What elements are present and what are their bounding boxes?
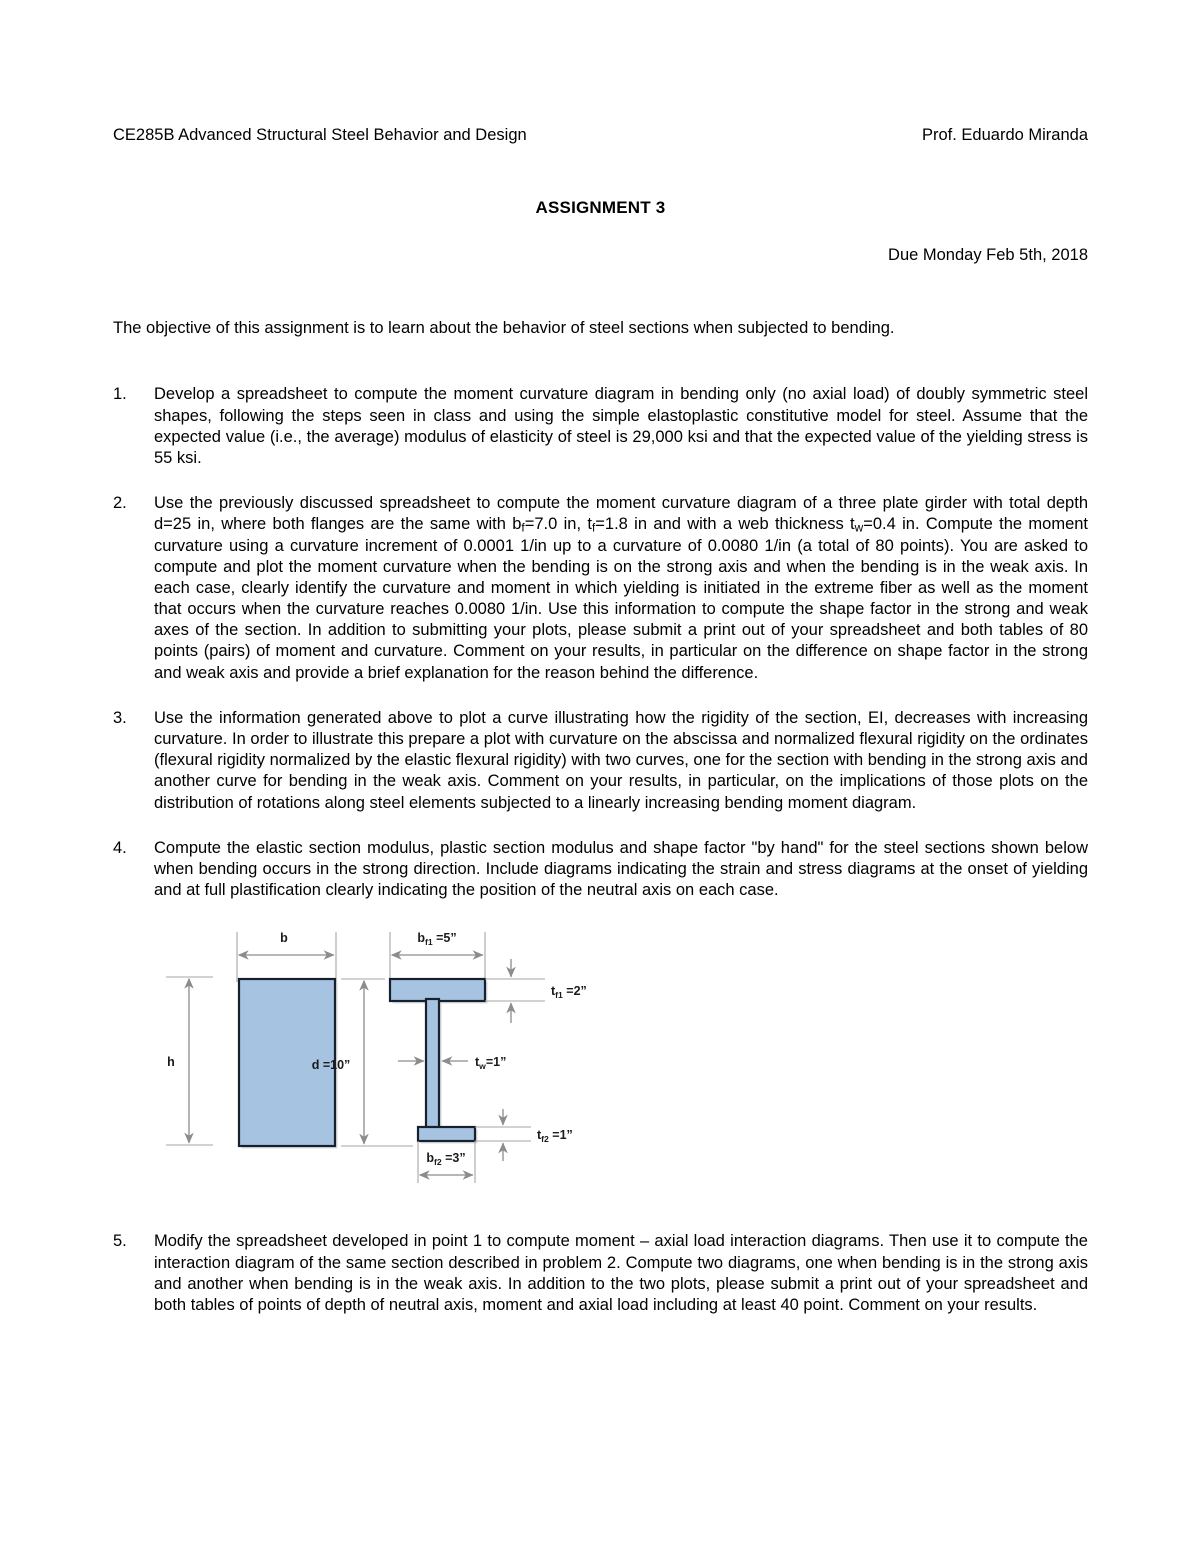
task-number-5: 5. — [113, 1232, 127, 1251]
task-item-4 — [113, 838, 1088, 902]
ibeam-top-flange — [390, 979, 485, 1001]
task-item-2 — [113, 493, 1088, 684]
task-item-5 — [113, 1231, 1088, 1316]
intro-paragraph: The objective of this assignment is to learn about the behavior of steel sections when subjected to bending. — [113, 318, 895, 337]
task-number-3: 3. — [113, 708, 127, 727]
task-list-continued — [113, 1231, 1088, 1316]
task-text-1: Develop a spreadsheet to compute the moment curvature diagram in bending only (no axial load) of doubly symmetric steel shapes, following the steps seen in class and using the simple elastoplastic constitutive model for steel. Assume that the expected value (i.e., the average) modulus of elasticity of steel is 29,000 ksi and that the expected value of the yielding stress is 55 ksi. — [154, 385, 1088, 467]
ibeam-web — [426, 999, 439, 1129]
rect-width-label: b — [280, 931, 288, 946]
document-header — [113, 126, 1088, 146]
ibeam-bottom-flange-thickness-label: $t_{f2} =1$” — [537, 1128, 573, 1145]
document-content — [113, 0, 1088, 1336]
task2-part-c: =1.8 in and with a web thickness t — [595, 515, 855, 534]
ibeam-web-thickness-label: $t_w=1$” — [475, 1055, 507, 1072]
ibeam-top-flange-thickness-label: $t_{f1} =2$” — [551, 984, 587, 1001]
task-item-1 — [113, 384, 1088, 469]
task2-sub-tf: f — [591, 520, 596, 535]
task-number-2: 2. — [113, 494, 127, 513]
ibeam-bottom-flange — [418, 1127, 475, 1141]
cross-section-figure — [113, 919, 1088, 1185]
ibeam-depth-label: d =10” — [311, 1058, 351, 1073]
task-list — [113, 384, 1088, 901]
task2-sub-bf: f — [521, 520, 525, 535]
task2-part-b: =7.0 in, t — [524, 515, 592, 534]
task-number-4: 4. — [113, 838, 127, 857]
rectangular-section-group — [166, 931, 338, 1149]
ibeam-bottom-flange-width-label: $b_{f2} =3$” — [426, 1151, 466, 1168]
ibeam-section-group — [312, 931, 587, 1183]
task-item-3 — [113, 708, 1088, 814]
task2-part-d: =0.4 in. Compute the moment curvature using a curvature increment of 0.0001 1/in up to a curvature of 0.0080 1/in (a total of 80 points). You are asked to compute and plot the moment curvature when the bending is on the strong axis and when the bending is in the weak axis. In each case, clearly identify the curvature and moment in which yielding is initiated in the extreme fiber as well as the moment that occurs when the curvature reaches 0.0080 1/in. Use this information to compute the shape factor in the strong and weak axes of the section. In addition to submitting your plots, please submit a print out of your spreadsheet and both tables of 80 points (pairs) of moment and curvature. Comment on your results, in particular on the difference on shape factor in the strong and weak axis and provide a brief explanation for the reason behind the difference. — [154, 515, 1089, 682]
cross-section-svg — [113, 919, 1088, 1185]
task-text-3: Use the information generated above to plot a curve illustrating how the rigidity of the section, EI, decreases with increasing curvature. In order to illustrate this prepare a plot with curvature on the abscissa and normalized flexural rigidity on the ordinates (flexural rigidity normalized by the elastic flexural rigidity) with two curves, one for the section with bending in the strong axis and another curve for bending in the weak axis. Comment on your results, in particular, on the implications of those plots on the distribution of rotations along steel elements subjected to a linearly increasing bending moment diagram. — [154, 708, 1088, 812]
task-text-5: Modify the spreadsheet developed in point 1 to compute moment – axial load interaction diagrams. Then use it to compute the interaction diagram of the same section described in problem 2. Compute two diagrams, one when bending is in the strong axis and another when bending is in the weak axis. In addition to the two plots, please submit a print out of your spreadsheet and both tables of points of depth of neutral axis, moment and axial load including at least 40 point. Comment on your results. — [154, 1232, 1088, 1314]
due-date: Due Monday Feb 5th, 2018 — [888, 245, 1088, 264]
rect-height-label: h — [167, 1055, 175, 1070]
task-text-4: Compute the elastic section modulus, plastic section modulus and shape factor "by hand" for the steel sections shown below when bending occurs in the strong direction. Include diagrams indicating the strain and stress diagrams at the onset of yielding and at full plastification clearly indicating the position of the neutral axis on each case. — [154, 838, 1088, 900]
ibeam-top-flange-width-label: $b_{f1} =5$” — [417, 931, 457, 948]
course-title: CE285B Advanced Structural Steel Behavior and Design — [113, 126, 527, 144]
task-number-1: 1. — [113, 385, 127, 404]
task-text-2 — [154, 493, 1088, 684]
task2-sub-tw: w — [854, 520, 864, 535]
assignment-title: ASSIGNMENT 3 — [535, 197, 666, 217]
professor-name: Prof. Eduardo Miranda — [921, 126, 1088, 144]
task2-part-a: Use the previously discussed spreadsheet to compute the moment curvature diagram of a three plate girder with total depth d=25 in, where both flanges are the same with b — [154, 494, 1088, 534]
